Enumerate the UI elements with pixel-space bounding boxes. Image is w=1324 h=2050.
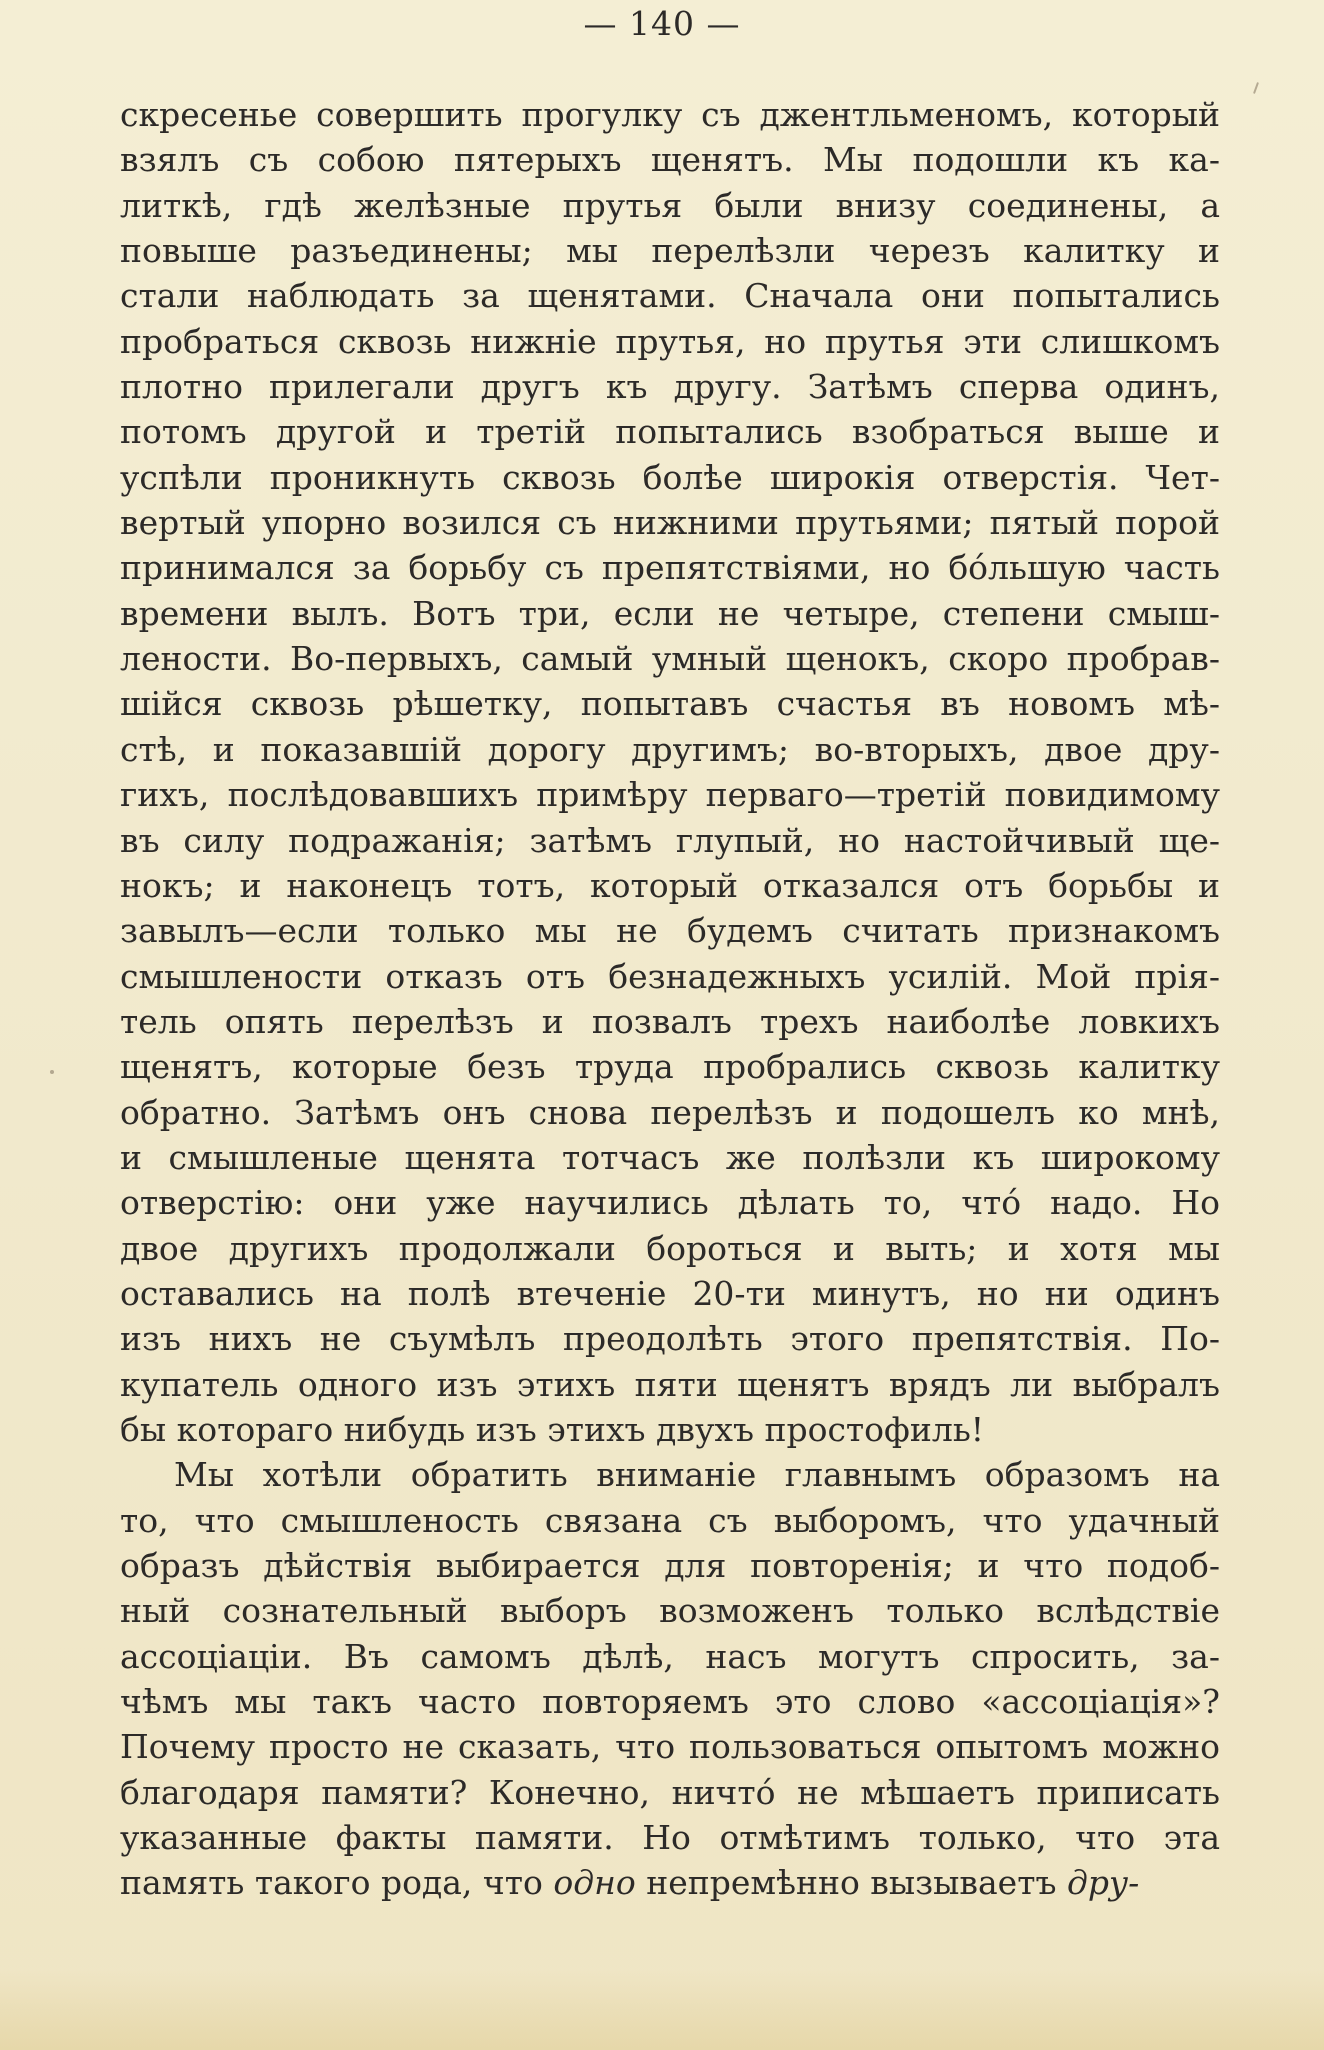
text-line: потомъ другой и третiй попытались взобраться выше и (120, 412, 1220, 452)
text-line: благодаря памяти? Конечно, ничтó не мѣшаетъ приписать (120, 1772, 1220, 1812)
text-line: то, что смышленость связана съ выборомъ, что удачный (120, 1500, 1220, 1540)
paragraphs (120, 92, 1220, 1860)
text-line: обратно. Затѣмъ онъ снова перелѣзъ и подошелъ ко мнѣ, (120, 1092, 1220, 1132)
text-line: изъ нихъ не съумѣлъ преодолѣть этого препятствiя. По- (120, 1319, 1220, 1359)
text-line: вертый упорно возился съ нижними прутьями; пятый порой (120, 503, 1220, 543)
text-line: плотно прилегали другъ къ другу. Затѣмъ сперва одинъ, (120, 367, 1220, 407)
text-line: и смышленые щенята тотчасъ же полѣзли къ широкому (120, 1137, 1220, 1177)
text-line: нокъ; и наконецъ тотъ, который отказался отъ борьбы и (120, 865, 1220, 905)
text-line: лености. Во-первыхъ, самый умный щенокъ, скоро пробрав- (120, 639, 1220, 679)
text-line: образъ дѣйствiя выбирается для повторенiя; и что подоб- (120, 1546, 1220, 1585)
text-line: повыше разъединены; мы перелѣзли черезъ калитку и (120, 231, 1220, 271)
text-line: ный сознательный выборъ возможенъ только вслѣдствiе (120, 1591, 1220, 1631)
text-line: отверстiю: они уже научились дѣлать то, чтó надо. Но (120, 1183, 1220, 1223)
paragraph (120, 1452, 1220, 1860)
body-text (120, 92, 1220, 1906)
text-line: купатель одного изъ этихъ пяти щенятъ врядъ ли выбралъ (120, 1364, 1220, 1404)
text-line: стали наблюдать за щенятами. Сначала они попытались (120, 276, 1220, 316)
text-line: гихъ, послѣдовавшихъ примѣру перваго—третiй повидимому (120, 775, 1220, 815)
text-line: стѣ, и показавшiй дорогу другимъ; во-вторыхъ, двое дру- (120, 729, 1220, 769)
text-line: двое другихъ продолжали бороться и выть; и хотя мы (120, 1228, 1220, 1268)
italic-word-odno: одно (553, 1863, 636, 1903)
text-line: пробраться сквозь нижнiе прутья, но прутья эти слишкомъ (120, 321, 1220, 361)
text-line: чѣмъ мы такъ часто повторяемъ это слово «ассоцiацiя»? (120, 1682, 1220, 1722)
text-line: указанные факты памяти. Но отмѣтимъ только, что эта (120, 1818, 1220, 1858)
text-line: взялъ съ собою пятерыхъ щенятъ. Мы подошли къ ка- (120, 140, 1220, 180)
paragraph (120, 92, 1220, 1452)
text-line: завылъ—если только мы не будемъ считать признакомъ (120, 911, 1220, 951)
text-line: Почему просто не сказать, что пользоваться опытомъ можно (120, 1727, 1220, 1767)
text-line-final (120, 1860, 1220, 1905)
text-line: щенятъ, которые безъ труда пробрались сквозь калитку (120, 1047, 1220, 1087)
page-speck (50, 1070, 54, 1074)
page-number: — 140 — (583, 4, 741, 43)
text-line: времени вылъ. Вотъ три, если не четыре, степени смыш- (120, 593, 1220, 633)
final-line-middle: непремѣнно вызываетъ (635, 1863, 1067, 1903)
text-line: тель опять перелѣзъ и позвалъ трехъ наиболѣе ловкихъ (120, 1001, 1220, 1041)
text-line: смышлености отказъ отъ безнадежныхъ усилiй. Мой прiя- (120, 956, 1220, 996)
text-line: оставались на полѣ втеченiе 20-ти минутъ, но ни одинъ (120, 1273, 1220, 1313)
text-line: успѣли проникнуть сквозь болѣе широкiя отверстiя. Чет- (120, 457, 1220, 497)
text-line: Мы хотѣли обратить вниманiе главнымъ образомъ на (174, 1455, 1220, 1495)
final-line-start: память такого рода, что (120, 1863, 554, 1903)
text-line: литкѣ, гдѣ желѣзные прутья были внизу соединены, а (120, 185, 1220, 225)
page-speck (1253, 82, 1259, 94)
text-line: принимался за борьбу съ препятствiями, но бóльшую часть (120, 548, 1220, 588)
text-line: ассоцiацiи. Въ самомъ дѣлѣ, насъ могутъ спросить, за- (120, 1636, 1220, 1676)
text-line: шiйся сквозь рѣшетку, попытавъ счастья въ новомъ мѣ- (120, 684, 1220, 724)
italic-word-dru: дру- (1066, 1863, 1140, 1903)
text-line: въ силу подражанiя; затѣмъ глупый, но настойчивый ще- (120, 820, 1220, 860)
text-line: скресенье совершить прогулку съ джентльменомъ, который (120, 95, 1220, 134)
text-line: бы котораго нибудь изъ этихъ двухъ простофиль! (120, 1409, 985, 1449)
